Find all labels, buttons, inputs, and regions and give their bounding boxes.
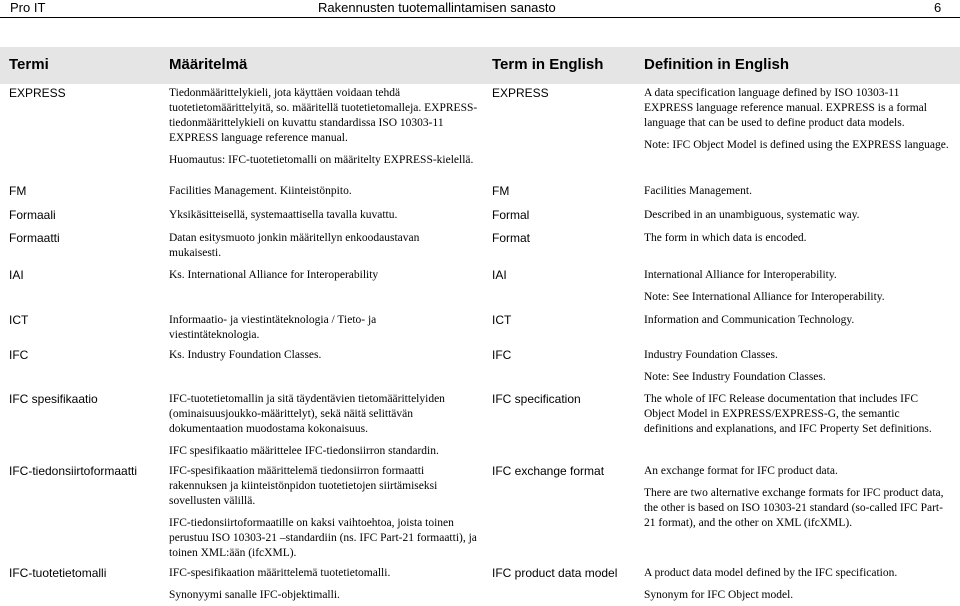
term-en: IFC product data model (492, 566, 618, 580)
header-title: Rakennusten tuotemallintamisen sanasto (318, 0, 556, 15)
term-fi: IFC (9, 348, 29, 362)
col-header-term-en: Term in English (492, 56, 604, 73)
term-fi: EXPRESS (9, 86, 66, 100)
definition-fi-note: Huomautus: IFC-tuotetietomalli on määritelty EXPRESS-kielellä. (169, 154, 474, 166)
definition-fi: Yksikäsitteisellä, systemaattisella tavalla kuvattu. (169, 209, 398, 221)
term-fi: IAI (9, 268, 24, 282)
definition-en (644, 566, 949, 603)
term-en: Format (492, 231, 531, 245)
definition-fi (169, 566, 479, 603)
definition-en (644, 268, 949, 305)
definition-en-text: Industry Foundation Classes. (644, 349, 778, 361)
term-en: IFC exchange format (492, 464, 605, 478)
definition-fi-text: IFC-tuotetietomallin ja sitä täydentävien tietomäärittelyiden (ominaisuusjoukko-määrittelyt), sekä näitä selittävän dokumentaation muodostama kokonaisuus. (169, 393, 445, 435)
definition-en-text: A product data model defined by the IFC specification. (644, 567, 898, 579)
term-en: FM (492, 184, 510, 198)
definition-en: Information and Communication Technology. (644, 314, 855, 326)
definition-en (644, 348, 949, 385)
col-header-def-en: Definition in English (644, 56, 789, 73)
header-rule (0, 17, 960, 18)
term-fi: FM (9, 184, 27, 198)
definition-en-note: Synonym for IFC Object model. (644, 589, 794, 601)
definition-en: Facilities Management. (644, 185, 752, 197)
table-header-band (0, 47, 960, 84)
term-en: ICT (492, 313, 512, 327)
definition-en-text: An exchange format for IFC product data. (644, 465, 838, 477)
definition-fi-note: IFC spesifikaatio määrittelee IFC-tiedonsiirron standardin. (169, 445, 439, 457)
term-fi: IFC-tuotetietomalli (9, 566, 107, 580)
term-en: Formal (492, 208, 530, 222)
definition-fi-text: Tiedonmäärittelykieli, jota käyttäen voidaan tehdä tuotetietomäärittelyitä, so. määritellä tuotetietomalleja. EXPRESS-tiedonmäärittelykieli on kuvattu standardissa ISO 10303-11 EXPRESS language reference manual. (169, 87, 478, 144)
definition-fi (169, 86, 479, 168)
term-fi: ICT (9, 313, 29, 327)
definition-fi: Datan esitysmuoto jonkin määritellyn enkoodaustavan mukaisesti. (169, 232, 420, 259)
definition-fi-note: IFC-tiedonsiirtoformaatille on kaksi vaihtoehtoa, joista toinen perustuu ISO 10303-21 –standardiin (ns. IFC Part-21 formaatti), ja toinen XML:ään (ifcXML). (169, 517, 477, 559)
definition-en-note: Note: See International Alliance for Interoperability. (644, 291, 885, 303)
col-header-maaritelma: Määritelmä (169, 56, 248, 73)
term-fi: IFC-tiedonsiirtoformaatti (9, 464, 138, 478)
header-left: Pro IT (10, 0, 46, 15)
definition-fi-text: IFC-spesifikaation määrittelemä tiedonsiirron formaatti rakennuksen ja kiinteistönpidon tuotetietojen siirtämiseksi sovellusten välillä. (169, 465, 438, 507)
definition-fi-text: IFC-spesifikaation määrittelemä tuotetietomalli. (169, 567, 391, 579)
term-fi: Formaali (9, 208, 56, 222)
definition-fi: Facilities Management. Kiinteistönpito. (169, 185, 352, 197)
term-en: EXPRESS (492, 86, 549, 100)
definition-en (644, 464, 949, 531)
definition-fi: Ks. Industry Foundation Classes. (169, 349, 322, 361)
definition-fi (169, 464, 479, 561)
definition-fi (169, 392, 479, 459)
definition-fi-note: Synonyymi sanalle IFC-objektimalli. (169, 589, 340, 601)
definition-fi: Ks. International Alliance for Interoperability (169, 269, 379, 281)
definition-en (644, 86, 949, 153)
page-number: 6 (934, 0, 942, 15)
definition-en-note: Note: IFC Object Model is defined using the EXPRESS language. (644, 139, 949, 151)
definition-en: The whole of IFC Release documentation that includes IFC Object Model in EXPRESS/EXPRESS-G, the semantic definitions and explanations, and IFC Property Set definitions. (644, 393, 932, 435)
term-en: IFC specification (492, 392, 581, 406)
col-header-termi: Termi (9, 56, 49, 73)
definition-en: Described in an unambiguous, systematic way. (644, 209, 860, 221)
definition-fi: Informaatio- ja viestintäteknologia / Tieto- ja viestintäteknologia. (169, 314, 377, 341)
definition-en: The form in which data is encoded. (644, 232, 807, 244)
definition-en-note: Note: See Industry Foundation Classes. (644, 371, 826, 383)
definition-en-text: A data specification language defined by ISO 10303-11 EXPRESS language reference manual. EXPRESS is a formal language that can be used to define product data models. (644, 87, 927, 129)
term-fi: Formaatti (9, 231, 60, 245)
definition-en-text: International Alliance for Interoperability. (644, 269, 837, 281)
definition-en-note: There are two alternative exchange formats for IFC product data, the other is based on ISO 10303-21 standard (so-called IFC Part-21 format), and the other on XML (ifcXML). (644, 487, 944, 529)
term-en: IAI (492, 268, 507, 282)
term-fi: IFC spesifikaatio (9, 392, 98, 406)
term-en: IFC (492, 348, 512, 362)
